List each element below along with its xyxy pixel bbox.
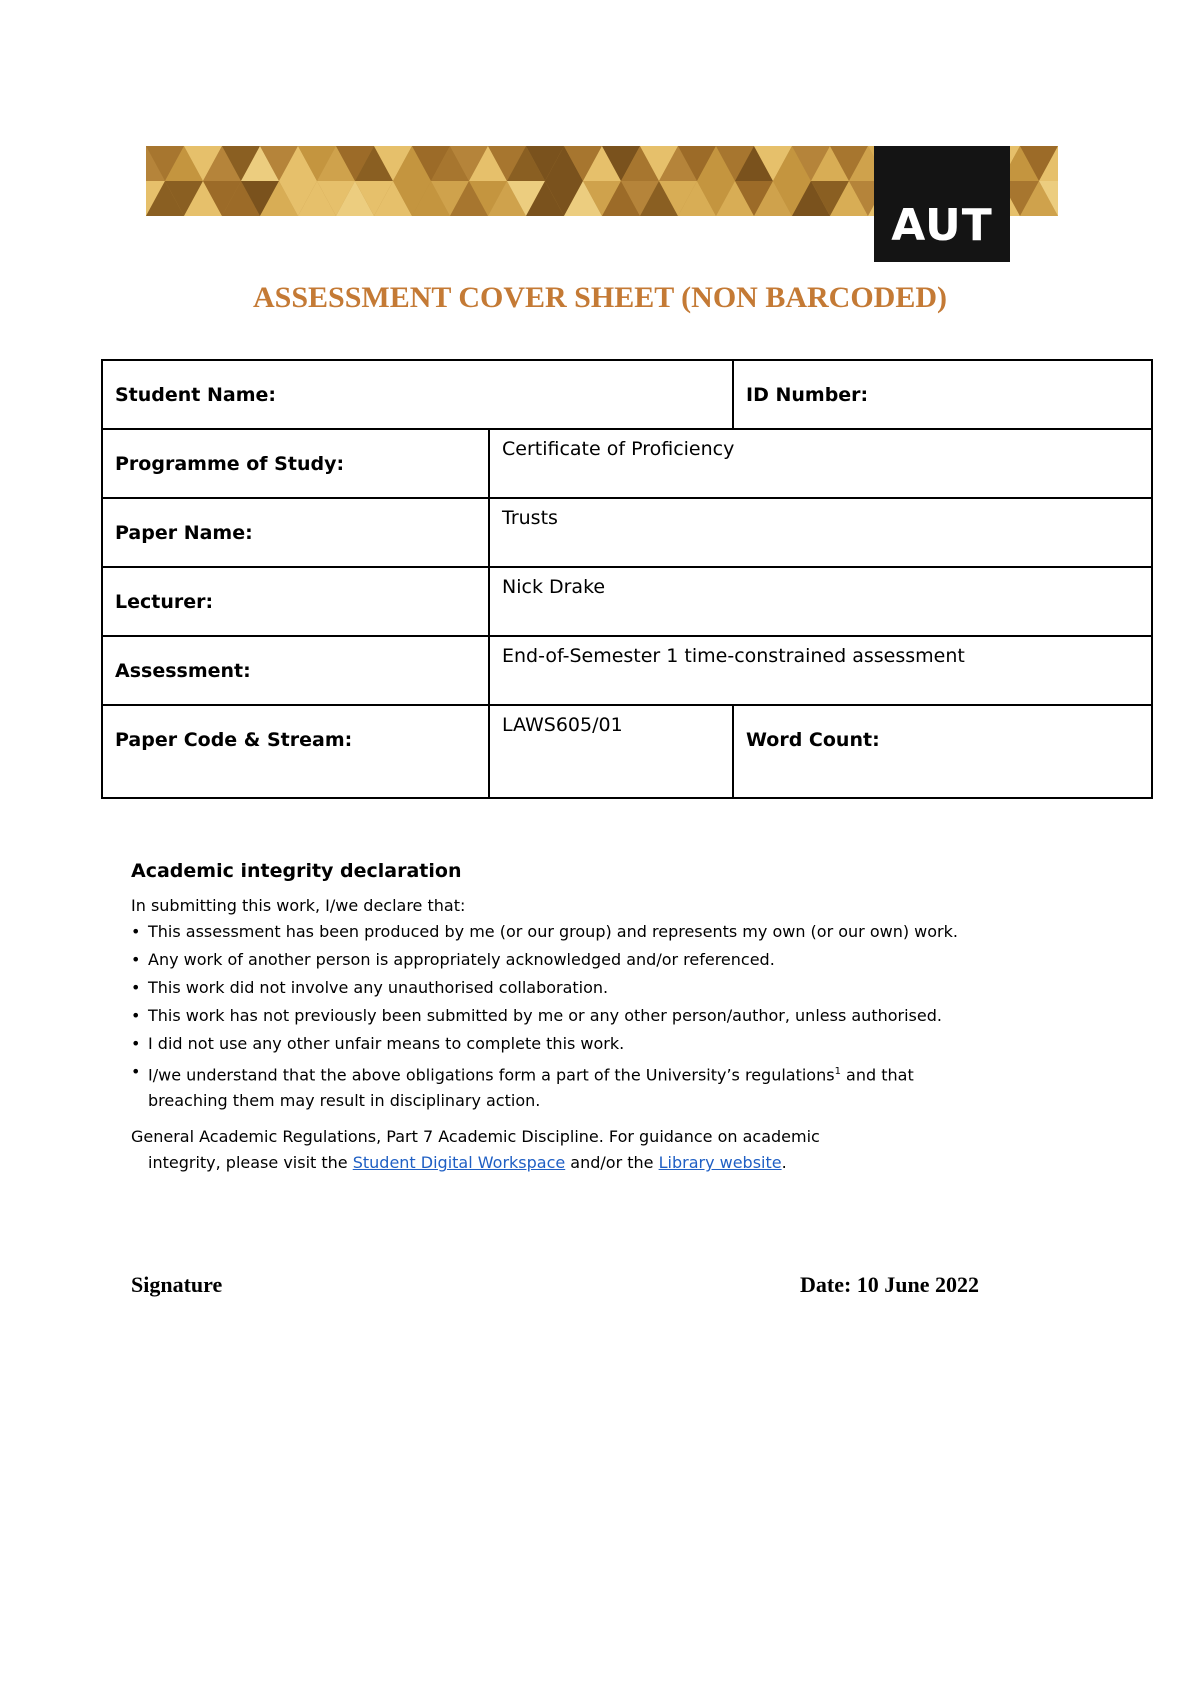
paper-code-value: LAWS605/01 [489, 705, 733, 798]
regulations-text: and/or the [565, 1153, 659, 1173]
lecturer-value: Nick Drake [489, 567, 1152, 636]
word-count-label: Word Count: [746, 728, 880, 751]
list-item-text: This assessment has been produced by me (or our group) and represents my own (or our own) work. [148, 922, 958, 941]
table-row [102, 567, 1152, 636]
paper-name-label: Paper Name: [102, 498, 489, 567]
list-item [131, 947, 971, 973]
programme-label: Programme of Study: [102, 429, 489, 498]
academic-integrity-declaration [131, 860, 971, 1176]
library-website-link[interactable]: Library website [658, 1153, 782, 1173]
paper-name-value: Trusts [489, 498, 1152, 567]
regulations-text: General Academic Regulations, Part 7 Academic Discipline. For guidance on academic [131, 1127, 820, 1147]
list-item [131, 1031, 971, 1057]
table-row [102, 498, 1152, 567]
bullet-icon: • [131, 1062, 141, 1081]
list-item [131, 919, 971, 945]
bullet-icon: • [131, 950, 141, 969]
aut-logo [874, 146, 1010, 262]
regulations-text: . [781, 1153, 787, 1173]
lecturer-label: Lecturer: [102, 567, 489, 636]
date-label: Date: 10 June 2022 [800, 1272, 980, 1297]
regulations-note [131, 1124, 971, 1176]
cover-details-table [101, 359, 1153, 799]
regulations-text: integrity, please visit the [148, 1153, 353, 1173]
declaration-list [131, 919, 971, 1114]
list-item [131, 975, 971, 1001]
programme-value: Certificate of Proficiency [489, 429, 1152, 498]
declaration-intro: In submitting this work, I/we declare that: [131, 896, 466, 915]
footnote-marker: 1 [834, 1066, 841, 1077]
list-item-text: This work has not previously been submitted by me or any other person/author, unless authorised. [148, 1006, 942, 1025]
student-name-label: Student Name: [115, 383, 277, 406]
paper-code-label: Paper Code & Stream: [102, 705, 489, 798]
table-row [102, 705, 1152, 798]
declaration-heading: Academic integrity declaration [131, 860, 462, 882]
list-item [131, 1003, 971, 1029]
signature-label: Signature [131, 1272, 223, 1297]
table-row [102, 636, 1152, 705]
list-item-text: Any work of another person is appropriately acknowledged and/or referenced. [148, 950, 775, 969]
assessment-value: End-of-Semester 1 time-constrained assessment [489, 636, 1152, 705]
bullet-icon: • [131, 978, 141, 997]
student-name-cell [102, 360, 733, 429]
aut-logo-text: AUT [891, 200, 993, 251]
list-item [131, 1059, 971, 1114]
id-number-cell [733, 360, 1152, 429]
id-number-label: ID Number: [746, 383, 869, 406]
table-row [102, 360, 1152, 429]
table-row [102, 429, 1152, 498]
list-item-text: I/we understand that the above obligations form a part of the University’s regulations [148, 1065, 835, 1085]
word-count-cell [733, 705, 1152, 798]
bullet-icon: • [131, 1034, 141, 1053]
list-item-text: I did not use any other unfair means to complete this work. [148, 1034, 625, 1053]
list-item-text: This work did not involve any unauthorised collaboration. [148, 978, 609, 997]
student-digital-workspace-link[interactable]: Student Digital Workspace [352, 1153, 566, 1173]
list-item-text-tail: and that breaching them may result in disciplinary action. [148, 1065, 914, 1111]
page-title: ASSESSMENT COVER SHEET (NON BARCODED) [252, 281, 948, 314]
assessment-label: Assessment: [102, 636, 489, 705]
bullet-icon: • [131, 922, 141, 941]
bullet-icon: • [131, 1006, 141, 1025]
